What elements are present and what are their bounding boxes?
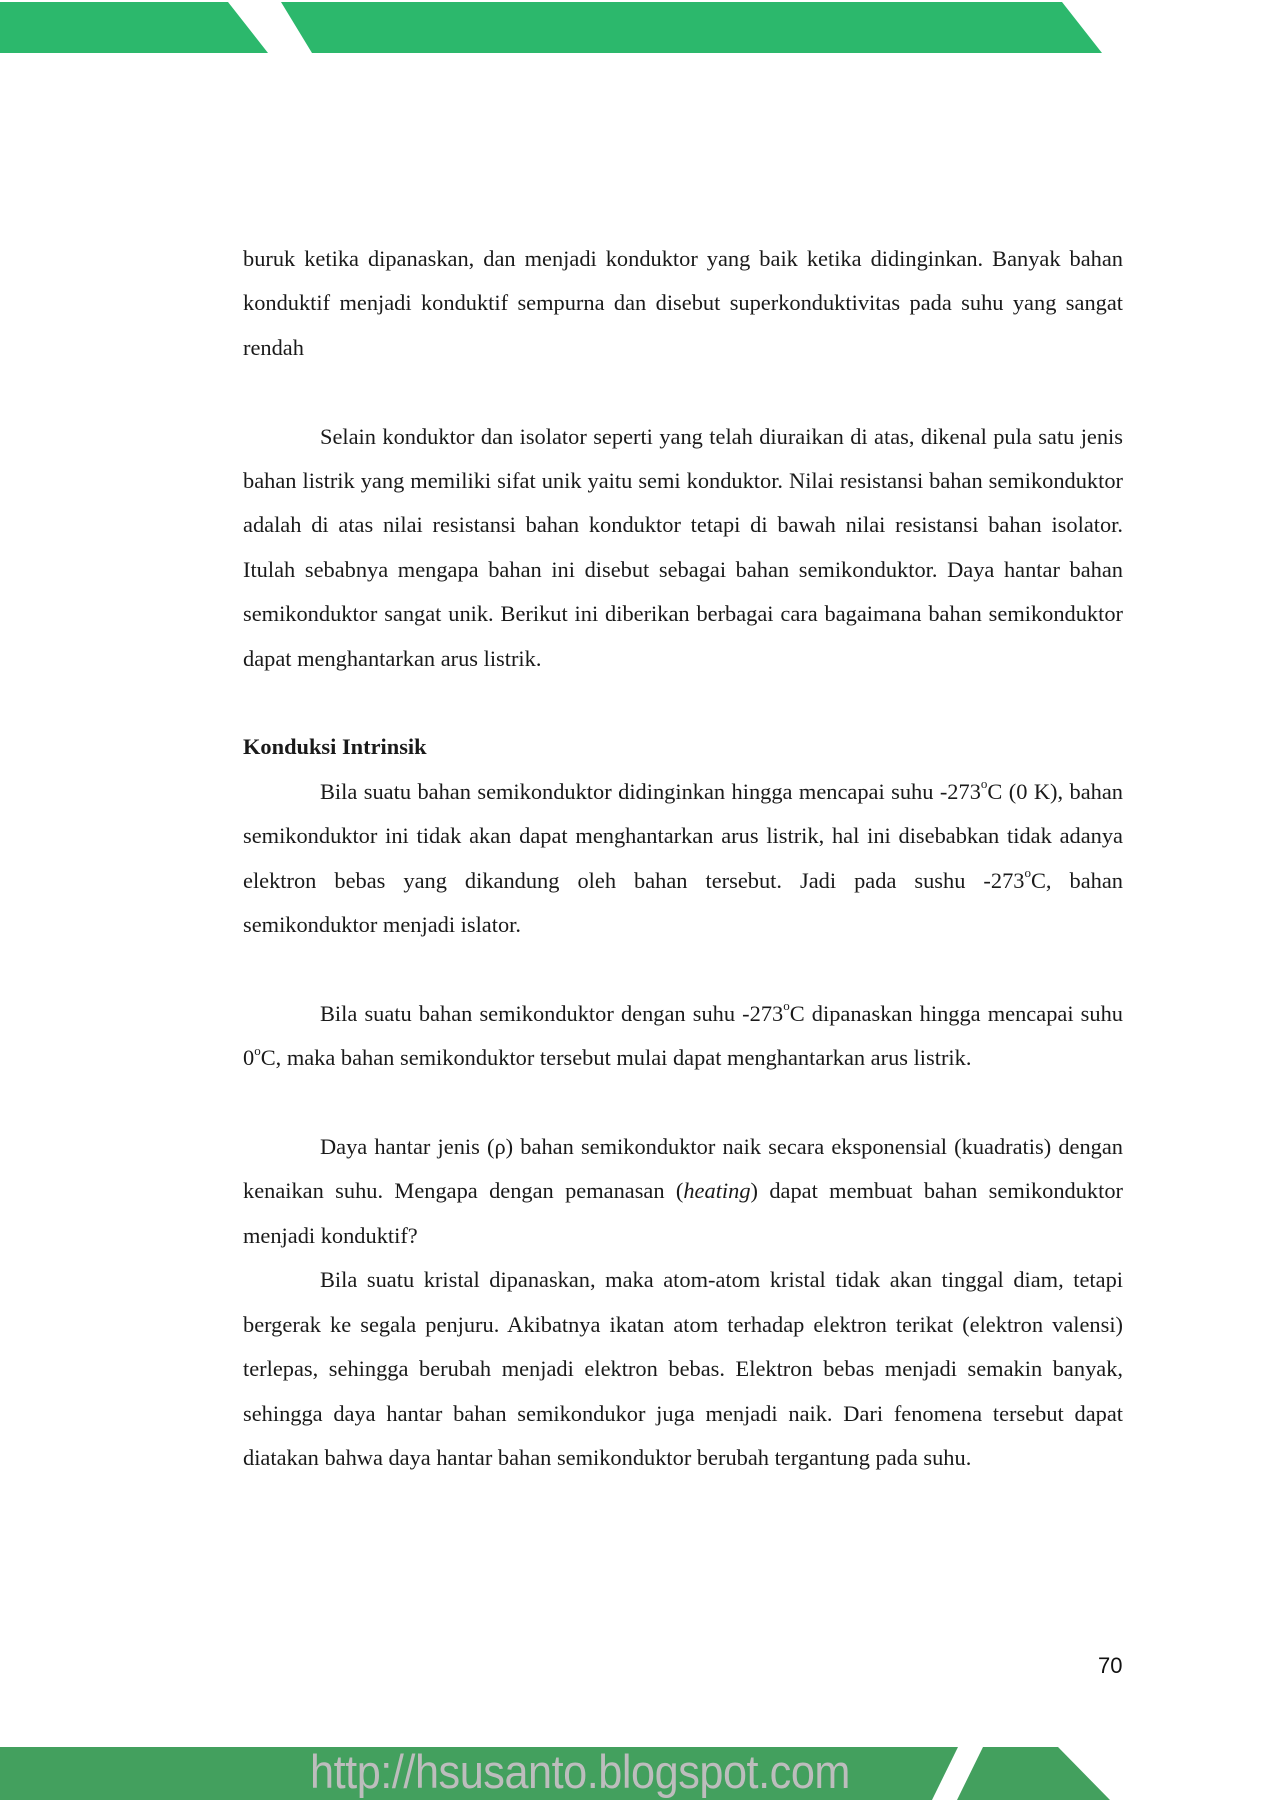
footer-url-watermark: http://hsusanto.blogspot.com [310, 1745, 850, 1798]
header-band [0, 0, 1272, 56]
paragraph-4: Bila suatu bahan semikonduktor dengan suhu -273$^o$C dipanaskan hingga mencapai suhu 0$^o$C, maka bahan semikonduktor tersebut mulai dapat menghantarkan arus listrik. [243, 998, 1123, 1071]
header-band-graphic [0, 0, 1272, 56]
header-band-right-segment [281, 2, 1102, 53]
section-heading: Konduksi Intrinsik [243, 734, 427, 760]
document-body [243, 237, 1123, 1480]
paragraph-2: Selain konduktor dan isolator seperti yang telah diuraikan di atas, dikenal pula satu jenis bahan listrik yang memiliki sifat unik yaitu semi konduktor. Nilai resistansi bahan semikonduktor adalah di atas nilai resistansi bahan konduktor tetapi di bawah nilai resistansi bahan isolator. Itulah sebabnya mengapa bahan ini disebut sebagai bahan semikonduktor. Daya hantar bahan semikonduktor sangat unik. Berikut ini diberikan berbagai cara bagaimana bahan semikonduktor dapat menghantarkan arus listrik. [243, 423, 1123, 671]
paragraph-6: Bila suatu kristal dipanaskan, maka atom-atom kristal tidak akan tinggal diam, tetapi bergerak ke segala penjuru. Akibatnya ikatan atom terhadap elektron terikat (elektron valensi) terlepas, sehingga berubah menjadi elektron bebas. Elektron bebas menjadi semakin banyak, sehingga daya hantar bahan semikondukor juga menjadi naik. Dari fenomena tersebut dapat diatakan bahwa daya hantar bahan semikonduktor berubah tergantung pada suhu. [243, 1267, 1123, 1470]
paragraph-1: buruk ketika dipanaskan, dan menjadi konduktor yang baik ketika didinginkan. Banyak bahan konduktif menjadi konduktif sempurna dan disebut superkonduktivitas pada suhu yang sangat rendah [243, 246, 1123, 360]
footer-band-right-segment [957, 1747, 1110, 1800]
page-number: 70 [1098, 1653, 1123, 1678]
paragraph-5: Daya hantar jenis (ρ) bahan semikonduktor naik secara eksponensial (kuadratis) dengan kenaikan suhu. Mengapa dengan pemanasan (heating) dapat membuat bahan semikonduktor menjadi konduktif? [243, 1134, 1123, 1248]
paragraph-3: Bila suatu bahan semikonduktor didinginkan hingga mencapai suhu -273$^o$C (0 K), bahan semikonduktor ini tidak akan dapat menghantarkan arus listrik, hal ini disebabkan tidak adanya elektron bebas yang dikandung oleh bahan tersebut. Jadi pada sushu -273$^o$C, bahan semikonduktor menjadi islator. [243, 776, 1123, 938]
header-band-left-segment [0, 2, 268, 53]
